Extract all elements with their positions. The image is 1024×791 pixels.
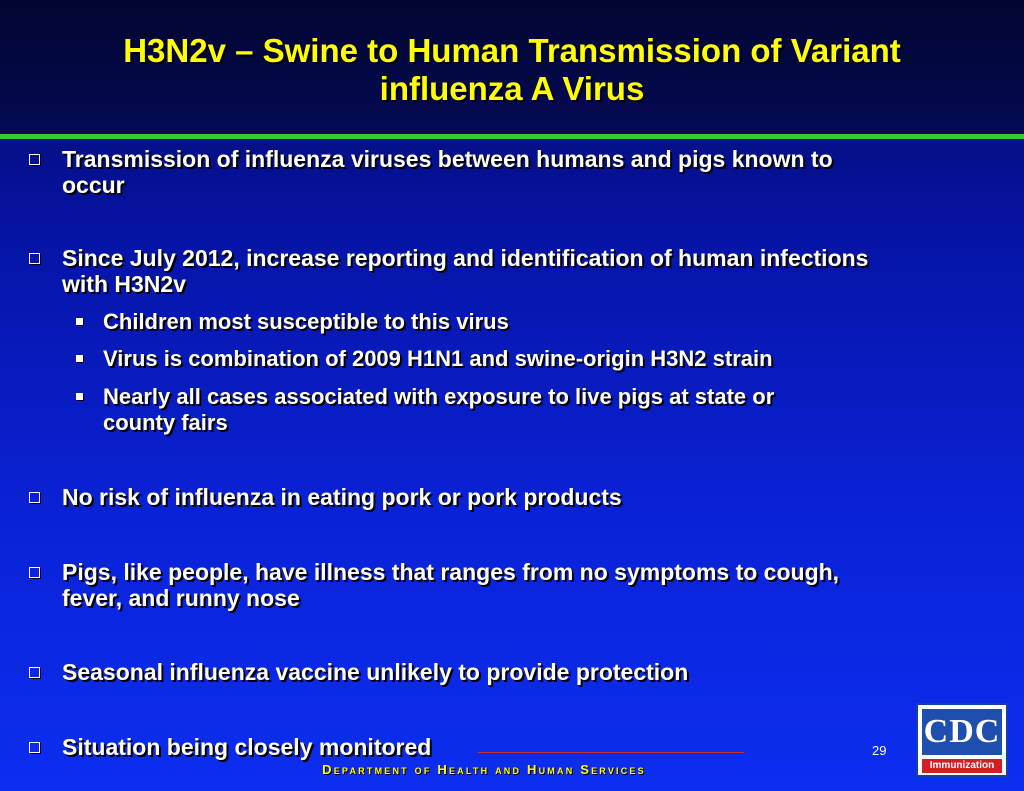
bullet-5-text: Seasonal influenza vaccine unlikely to provide protection bbox=[62, 659, 689, 685]
bullet-2-line-1: Since July 2012, increase reporting and identification of human infections bbox=[62, 245, 869, 271]
cdc-logo bbox=[916, 703, 1008, 777]
sub-bullet-square-icon bbox=[76, 393, 83, 400]
sub-bullet-item-1 bbox=[103, 309, 963, 335]
bullet-item-5 bbox=[62, 659, 982, 685]
sub-bullet-3-line-1: Nearly all cases associated with exposure to live pigs at state or bbox=[103, 384, 775, 409]
bullet-item-1 bbox=[62, 146, 982, 198]
cdc-logo-tag: Immunization bbox=[922, 759, 1002, 773]
sub-bullet-square-icon bbox=[76, 355, 83, 362]
bullet-square-icon bbox=[29, 667, 40, 678]
footer-divider bbox=[478, 752, 744, 753]
page-number: 29 bbox=[872, 743, 887, 758]
bullet-item-4 bbox=[62, 559, 982, 611]
bullet-item-6 bbox=[62, 734, 982, 760]
bullet-3-text: No risk of influenza in eating pork or pork products bbox=[62, 484, 622, 510]
sub-bullet-3-line-2: county fairs bbox=[103, 410, 228, 435]
sub-bullet-item-2 bbox=[103, 346, 963, 372]
bullet-square-icon bbox=[29, 154, 40, 165]
footer-department-label: Department of Health and Human Services bbox=[322, 762, 646, 777]
cdc-logo-letters: CDC bbox=[922, 709, 1002, 755]
bullet-square-icon bbox=[29, 567, 40, 578]
sub-bullet-1-text: Children most susceptible to this virus bbox=[103, 309, 509, 334]
bullet-1-line-2: occur bbox=[62, 172, 125, 198]
bullet-2-line-2: with H3N2v bbox=[62, 271, 186, 297]
bullet-4-line-2: fever, and runny nose bbox=[62, 585, 300, 611]
bullet-4-line-1: Pigs, like people, have illness that ranges from no symptoms to cough, bbox=[62, 559, 840, 585]
bullet-square-icon bbox=[29, 253, 40, 264]
title-line-2: influenza A Virus bbox=[379, 70, 645, 107]
bullet-6-text: Situation being closely monitored bbox=[62, 734, 432, 760]
bullet-item-2 bbox=[62, 245, 982, 297]
bullet-square-icon bbox=[29, 742, 40, 753]
title-line-1: H3N2v – Swine to Human Transmission of Variant bbox=[123, 32, 901, 69]
sub-bullet-2-text: Virus is combination of 2009 H1N1 and swine-origin H3N2 strain bbox=[103, 346, 773, 371]
bullet-item-3 bbox=[62, 484, 982, 510]
sub-bullet-item-3 bbox=[103, 384, 963, 436]
sub-bullet-square-icon bbox=[76, 318, 83, 325]
bullet-1-line-1: Transmission of influenza viruses between humans and pigs known to bbox=[62, 146, 833, 172]
bullet-square-icon bbox=[29, 492, 40, 503]
